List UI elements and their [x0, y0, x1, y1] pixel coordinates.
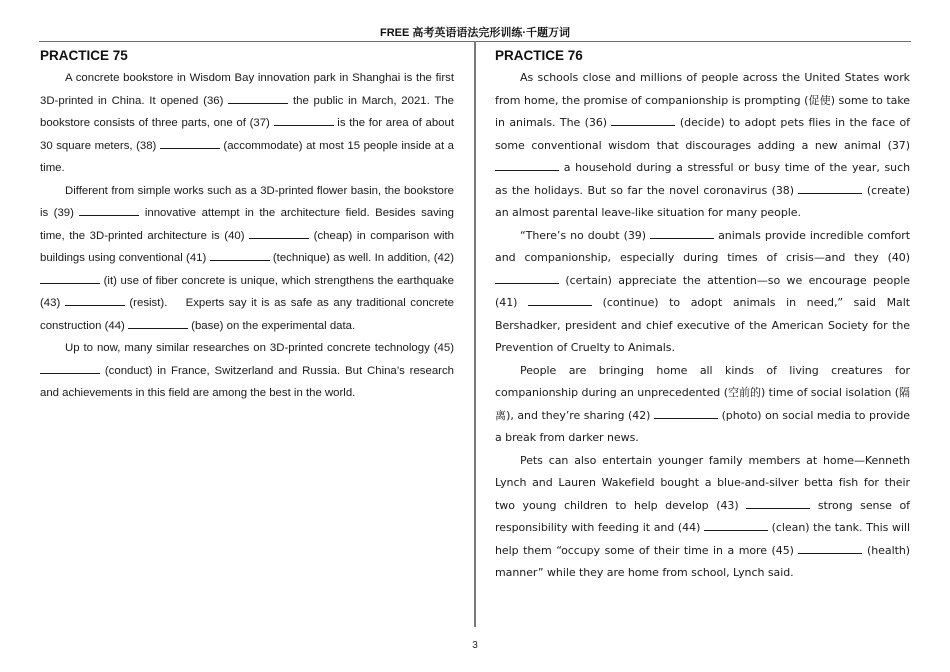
practice-75-title: PRACTICE 75 — [40, 48, 128, 63]
passage-text: (certain) appreciate the attention—so we encourage people (41) — [495, 273, 910, 309]
passage-text: (cheap) in comparison with buildings using conventional (41) — [40, 229, 455, 264]
paragraph — [495, 360, 910, 450]
passage-text: “There’s no doubt (39) — [520, 228, 651, 242]
answer-blank-43[interactable] — [65, 295, 125, 306]
passage-text: (health) manner” while they are home from school, Lynch said. — [495, 543, 911, 579]
passage-text: the public in March, 2021. The bookstore consists of three parts, one of (37) — [40, 94, 454, 129]
answer-blank-39[interactable] — [650, 228, 714, 239]
passage-text: People are bringing home all kinds of living creatures for companionship during an unprecedented (空前的) time of social isolation (隔离), and they’re sharing (42) — [495, 363, 910, 422]
paragraph — [40, 180, 454, 338]
passage-text: (conduct) in France, Switzerland and Russia. But China’s research and achievements in this field are among the best in the world. — [40, 364, 454, 399]
paragraph — [40, 337, 454, 405]
answer-blank-39[interactable] — [79, 205, 139, 216]
passage-text: As schools close and millions of people across the United States work from home, the promise of companionship is prompting (促使) some to take in animals. The (36) — [495, 71, 910, 129]
answer-blank-45[interactable] — [40, 363, 100, 374]
answer-blank-37[interactable] — [495, 160, 559, 171]
answer-blank-44[interactable] — [128, 318, 188, 329]
answer-blank-37[interactable] — [274, 115, 334, 126]
passage-text: (it) use of fiber concrete is unique, which strengthens the earthquake (43) — [40, 274, 454, 309]
practice-75-column — [40, 46, 454, 405]
passage-text: (decide) to adopt pets flies in the face of some conventional wisdom that discourages adding a new animal (37) — [495, 116, 910, 152]
answer-blank-45[interactable] — [798, 543, 862, 554]
passage-text: (continue) to adopt animals in need,” said Malt Bershadker, president and chief executive of the American Society for the Prevention of Cruelty to Animals. — [495, 296, 910, 354]
practice-76-title: PRACTICE 76 — [495, 48, 583, 63]
passage-text: (create) an almost parental leave-like situation for many people. — [495, 183, 910, 219]
passage-text: Different from simple works such as a 3D-printed flower basin, the bookstore is (39) — [40, 184, 454, 219]
answer-blank-42[interactable] — [654, 408, 718, 419]
paragraph — [495, 67, 910, 225]
passage-text: (clean) the tank. This will help them “occupy some of their time in a more (45) — [495, 521, 910, 557]
column-divider — [474, 41, 476, 627]
answer-blank-41[interactable] — [528, 295, 592, 306]
passage-text: (photo) on social media to provide a break from darker news. — [495, 408, 910, 444]
answer-blank-44[interactable] — [704, 520, 768, 531]
answer-blank-38[interactable] — [798, 183, 862, 194]
passage-text: a household during a stressful or busy time of the year, such as the holidays. But so far the novel coronavirus (38) — [495, 161, 910, 197]
answer-blank-43[interactable] — [746, 498, 810, 509]
page-number: 3 — [472, 640, 478, 651]
answer-blank-42[interactable] — [40, 273, 100, 284]
paragraph — [40, 67, 454, 180]
passage-text: A concrete bookstore in Wisdom Bay innovation park in Shanghai is the first 3D-printed in China. It opened (36) — [40, 72, 454, 107]
answer-blank-41[interactable] — [210, 250, 270, 261]
answer-blank-36[interactable] — [611, 115, 675, 126]
answer-blank-38[interactable] — [160, 138, 220, 149]
paragraph — [495, 450, 910, 585]
passage-text: animals provide incredible comfort and companionship, especially during times of crisis—and they (40) — [495, 228, 910, 264]
passage-text: Up to now, many similar researches on 3D-printed concrete technology (45) — [65, 342, 454, 354]
answer-blank-40[interactable] — [249, 228, 309, 239]
answer-blank-40[interactable] — [495, 273, 559, 284]
practice-76-body — [495, 67, 910, 585]
passage-text: strong sense of responsibility with feeding it and (44) — [495, 498, 910, 534]
passage-text: (resist). Experts say it is as safe as any traditional concrete construction (44) — [40, 297, 454, 332]
practice-75-body — [40, 67, 454, 405]
passage-text: Pets can also entertain younger family members at home—Kenneth Lynch and Lauren Wakefield bought a blue-and-silver betta fish for their two young children to help develop (43) — [495, 453, 910, 512]
answer-blank-36[interactable] — [228, 93, 288, 104]
page-header-title: FREE 高考英语语法完形训练·千题万词 — [379, 27, 571, 39]
passage-text: is the for area of about 30 square meters, (38) — [40, 117, 454, 152]
passage-text: (technique) as well. In addition, (42) — [269, 252, 454, 264]
practice-76-column — [495, 46, 910, 585]
passage-text: (accommodate) at most 15 people inside at a time. — [40, 139, 454, 174]
passage-text: innovative attempt in the architecture field. Besides saving time, the 3D-printed architecture is (40) — [40, 207, 454, 242]
passage-text: (base) on the experimental data. — [188, 319, 356, 332]
paragraph — [495, 225, 910, 360]
